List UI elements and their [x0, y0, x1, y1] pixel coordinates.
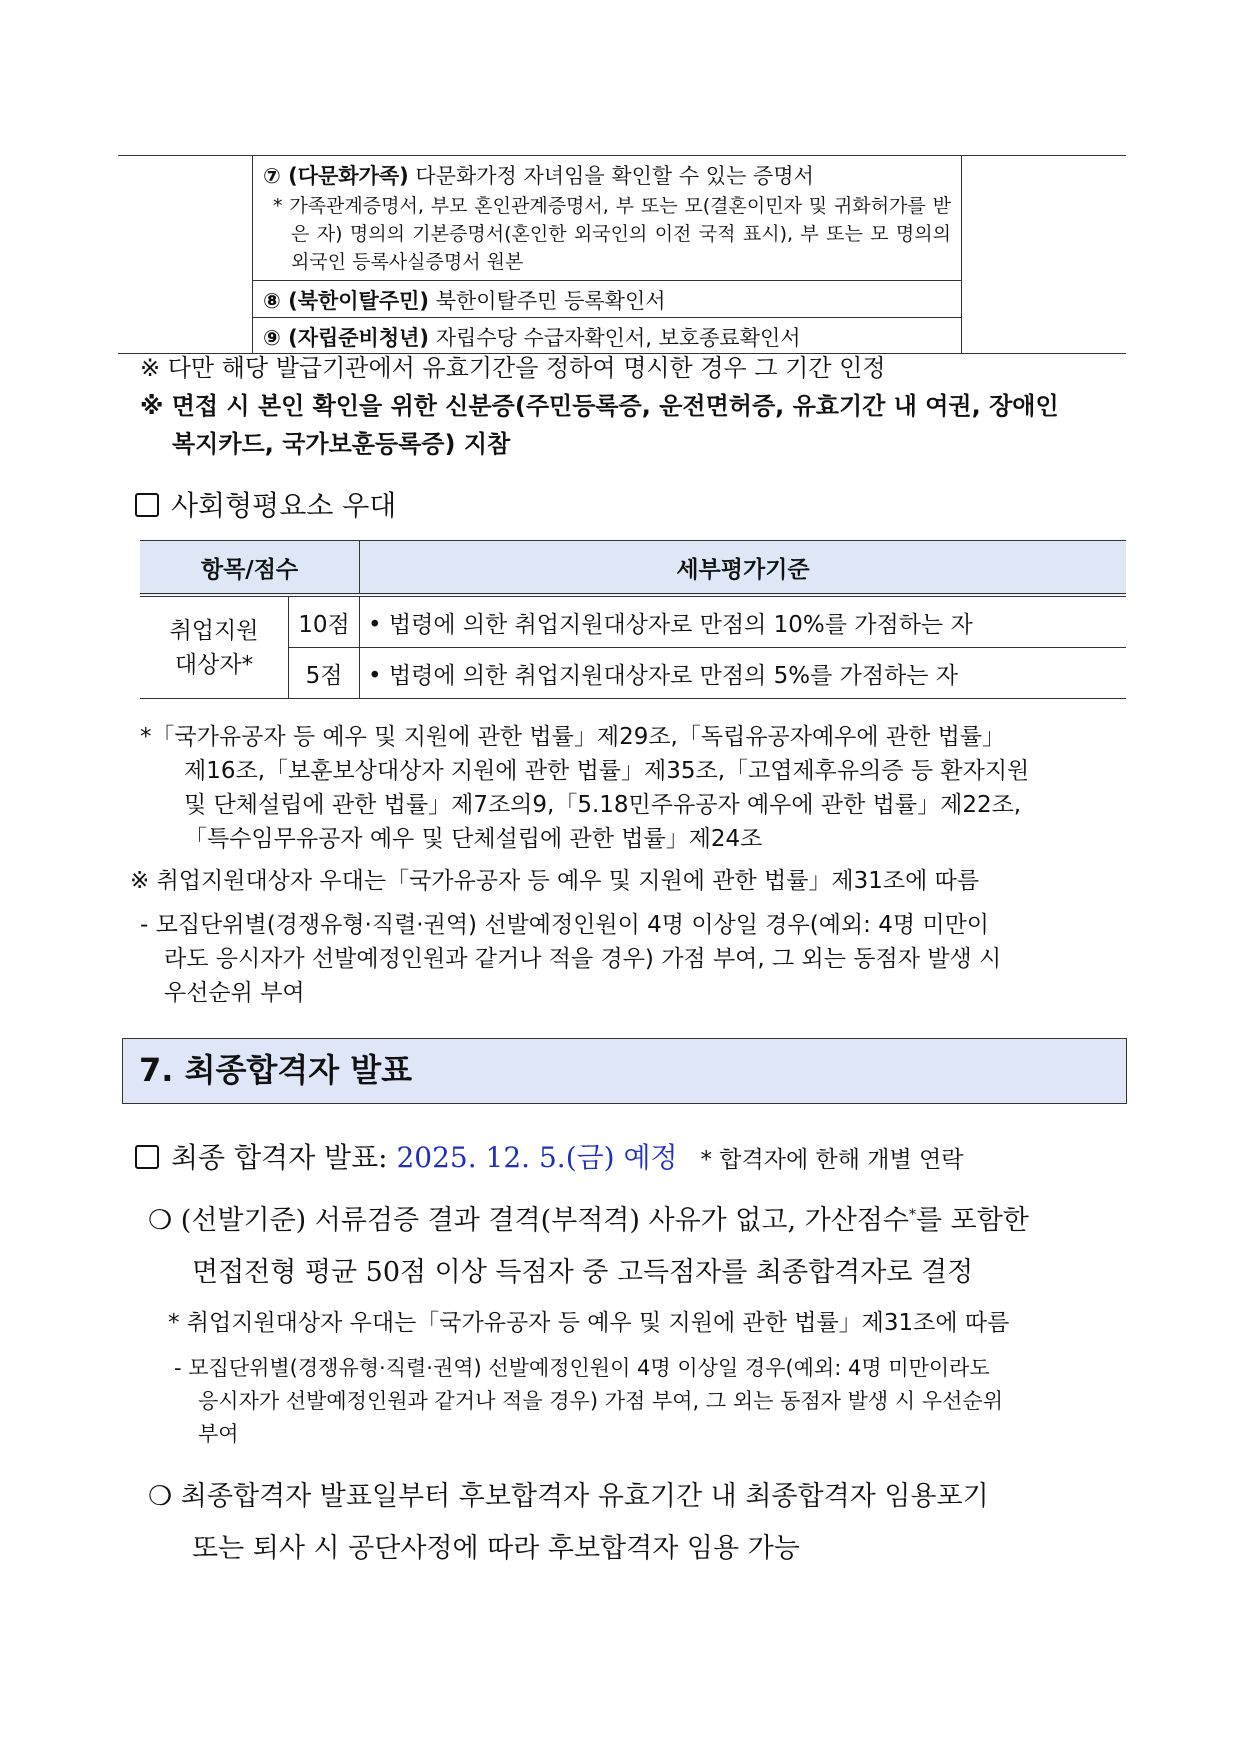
- row-text: 북한이탈주민 등록확인서: [429, 289, 666, 313]
- reserve-line2: 또는 퇴사 시 공단사정에 따라 후보합격자 임용 가능: [192, 1533, 800, 1564]
- dash-line: - 모집단위별(경쟁유형·직렬·권역) 선발예정인원이 4명 이상일 경우(예외: 4명 미만이: [140, 912, 990, 938]
- footnote-line: 제16조,「보훈보상대상자 지원에 관한 법률」제35조,「고엽제후유의증 등 환자지원: [184, 758, 1030, 784]
- star-note: * 취업지원대상자 우대는「국가유공자 등 예우 및 지원에 관한 법률」제31조에 따름: [168, 1310, 1010, 1336]
- document-table-fragment: [118, 155, 1126, 354]
- footnote-line: *「국가유공자 등 예우 및 지원에 관한 법률」제29조,「독립유공자예우에 관한 법률」: [140, 724, 1006, 750]
- row-title: ⑦ (다문화가족): [263, 164, 409, 188]
- dash-line: 응시자가 선발예정인원과 같거나 적을 경우) 가점 부여, 그 외는 동점자 발생 시 우선순위: [198, 1389, 1003, 1413]
- col-header-criteria: 세부평가기준: [360, 541, 1127, 596]
- checkbox-icon: [135, 1145, 159, 1169]
- validity-note: ※ 다만 해당 발급기관에서 유효기간을 정하여 명시한 경우 그 기간 인정: [140, 354, 886, 382]
- row-note: * 가족관계증명서, 부모 혼인관계증명서, 부 또는 모(결혼이민자 및 귀화허가를 받은 자) 명의의 기본증명서(혼인한 외국인의 이전 국적 표시), 부 또는 모 명의의 외국인 등록사실증명서 원본: [273, 195, 951, 273]
- announce-line: 최종 합격자 발표: 2025. 12. 5.(금) 예정 * 합격자에 한해 개별 연락: [135, 1136, 963, 1176]
- dash-line: 라도 응시자가 선발예정인원과 같거나 적을 경우) 가점 부여, 그 외는 동점자 발생 시: [164, 946, 1002, 972]
- row-text: 다문화가정 자녀임을 확인할 수 있는 증명서: [408, 164, 814, 188]
- criteria-line1: ❍ (선발기준) 서류검증 결과 결격(부적격) 사유가 없고, 가산점수*를 포함한: [148, 1205, 1029, 1236]
- dash-line: 우선순위 부여: [164, 980, 305, 1006]
- preference-note: ※ 취업지원대상자 우대는「국가유공자 등 예우 및 지원에 관한 법률」제31조에 따름: [130, 868, 980, 894]
- id-note-line1: ※ 면접 시 본인 확인을 위한 신분증(주민등록증, 운전면허증, 유효기간 내 여권, 장애인: [140, 392, 1059, 420]
- table-row: [252, 156, 962, 281]
- row-title: ⑨ (자립준비청년): [263, 326, 430, 350]
- announce-note: * 합격자에 한해 개별 연락: [700, 1147, 964, 1173]
- footnote-line: 「특수임무유공자 예우 및 단체설립에 관한 법률」제24조: [184, 826, 763, 852]
- col-header-item: 항목/점수: [140, 541, 360, 596]
- dash-line: - 모집단위별(경쟁유형·직렬·권역) 선발예정인원이 4명 이상일 경우(예외: 4명 미만이라도: [174, 1356, 990, 1380]
- table-row: [252, 281, 962, 318]
- criteria-line2: 면접전형 평균 50점 이상 득점자 중 고득점자를 최종합격자로 결정: [192, 1257, 974, 1288]
- criteria-cell: • 법령에 의한 취업지원대상자로 만점의 5%를 가점하는 자: [360, 648, 1127, 699]
- id-note-line2: 복지카드, 국가보훈등록증) 지참: [172, 430, 511, 458]
- announce-date: 2025. 12. 5.(금) 예정: [396, 1141, 678, 1174]
- reserve-line1: ❍ 최종합격자 발표일부터 후보합격자 유효기간 내 최종합격자 임용포기: [148, 1481, 989, 1512]
- dash-line: 부여: [198, 1422, 239, 1446]
- row-label: 취업지원 대상자*: [140, 595, 289, 699]
- row-text: 자립수당 수급자확인서, 보호종료확인서: [429, 326, 801, 350]
- checkbox-icon: [135, 493, 159, 517]
- section-title: 7. 최종합격자 발표: [122, 1038, 1127, 1104]
- criteria-cell: • 법령에 의한 취업지원대상자로 만점의 10%를 가점하는 자: [360, 595, 1127, 648]
- preference-table: [140, 540, 1126, 699]
- score-cell: 5점: [289, 648, 360, 699]
- score-cell: 10점: [289, 595, 360, 648]
- footnote-line: 및 단체설립에 관한 법률」제7조의9,「5.18민주유공자 예우에 관한 법률」제22조,: [184, 792, 1022, 818]
- row-title: ⑧ (북한이탈주민): [263, 289, 430, 313]
- social-heading: 사회형평요소 우대: [135, 484, 396, 524]
